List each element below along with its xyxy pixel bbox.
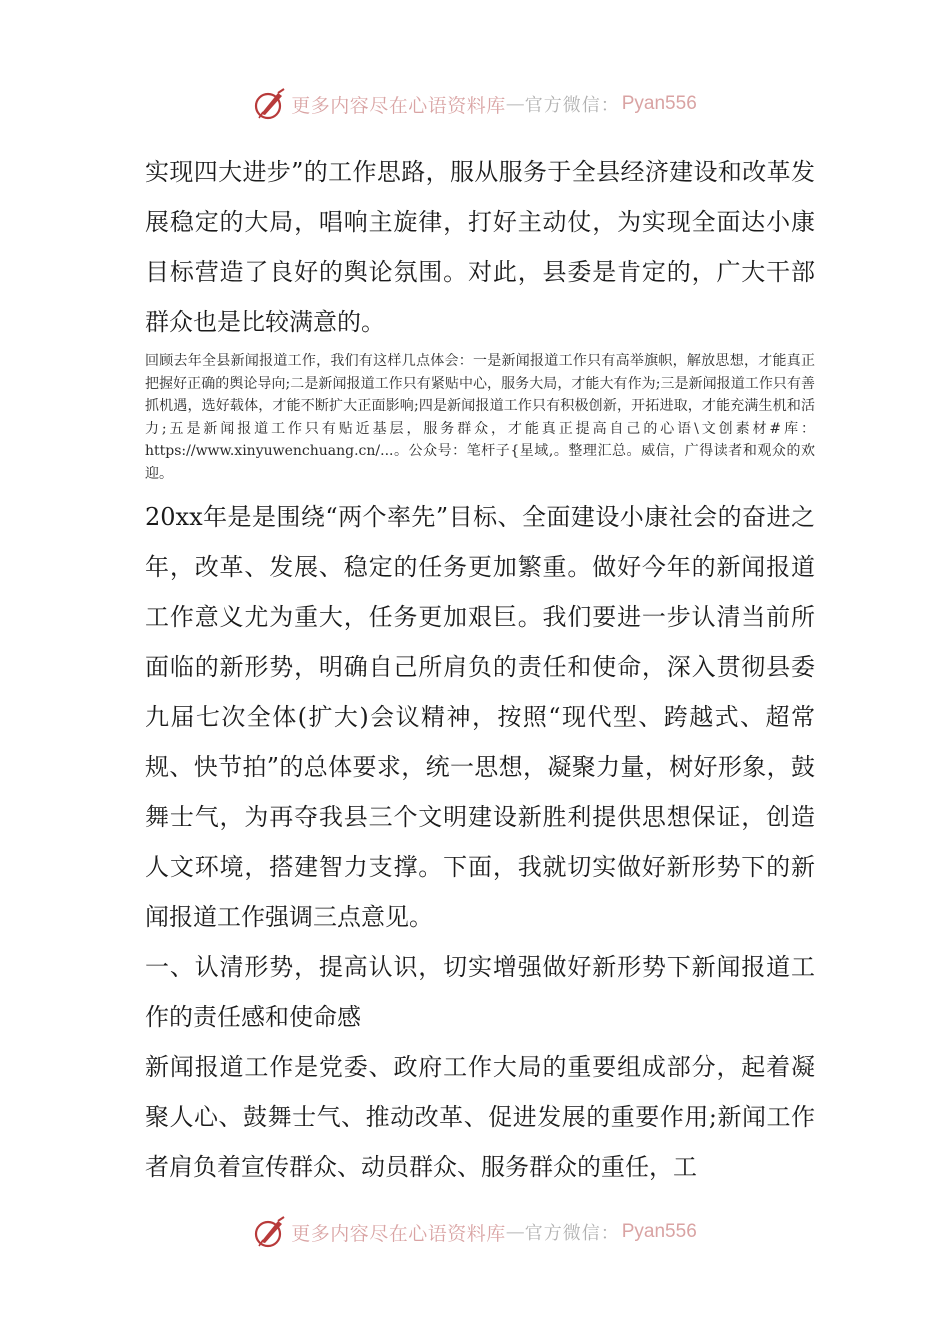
paragraph-review-small: 回顾去年全县新闻报道工作，我们有这样几点体会：一是新闻报道工作只有高举旗帜，解放思想，才能真正把握好正确的舆论导向;二是新闻报道工作只有紧贴中心，服务大局，才能大有作为;三是新闻报道工作只有善抓机遇，选好载体，才能不断扩大正面影响;四是新闻报道工作只有积极创新，开拓进取，才能充满生机和活力;五是新闻报道工作只有贴近基层，服务群众，才能真正提高自己的心语\文创素材#库：https://www.xinyuwenchuang.cn/...。公众号：笔杆子{星域,。整理汇总。威信，广得读者和观众的欢迎。 (145, 353, 815, 482)
footer-separator: — (505, 1221, 525, 1243)
footer-brand-text: 更多内容尽在心语资料库 (291, 1222, 506, 1245)
header-wechat-label: 官方微信： (524, 95, 620, 116)
footer-wechat-label: 官方微信： (524, 1223, 620, 1244)
section-heading-one: 一、认清形势，提高认识，切实增强做好新形势下新闻报道工作的责任感和使命感 (145, 952, 815, 1031)
header-brand-text: 更多内容尽在心语资料库 (291, 94, 506, 117)
footer-wechat-id: Pyan556 (621, 1221, 697, 1242)
paragraph-intro: 实现四大进步”的工作思路，服从服务于全县经济建设和改革发展稳定的大局，唱响主旋律，打好主动仗，为实现全面达小康目标营造了良好的舆论氛围。对此，县委是肯定的，广大干部群众也是比较满意的。 (145, 158, 815, 336)
paragraph-year-goals: 20xx年是是围绕“两个率先”目标、全面建设小康社会的奋进之年，改革、发展、稳定的任务更加繁重。做好今年的新闻报道工作意义尤为重大，任务更加艰巨。我们要进一步认清当前所面临的新形势，明确自己所肩负的责任和使命，深入贯彻县委九届七次全体(扩大)会议精神，按照“现代型、跨越式、超常规、快节拍”的总体要求，统一思想，凝聚力量，树好形象，鼓舞士气，为再夺我县三个文明建设新胜利提供思想保证，创造人文环境，搭建智力支撑。下面，我就切实做好新形势下的新闻报道工作强调三点意见。 (145, 502, 815, 931)
header-separator: — (505, 93, 525, 115)
quill-logo-icon (253, 1215, 287, 1249)
paragraph-news-importance: 新闻报道工作是党委、政府工作大局的重要组成部分，起着凝聚人心、鼓舞士气、推动改革、促进发展的重要作用;新闻工作者肩负着宣传群众、动员群众、服务群众的重任，工 (145, 1052, 815, 1181)
header-banner (0, 84, 950, 124)
quill-logo-icon (253, 87, 287, 121)
header-wechat-id: Pyan556 (621, 93, 697, 114)
document-body (145, 147, 815, 1192)
footer-banner (0, 1212, 950, 1252)
